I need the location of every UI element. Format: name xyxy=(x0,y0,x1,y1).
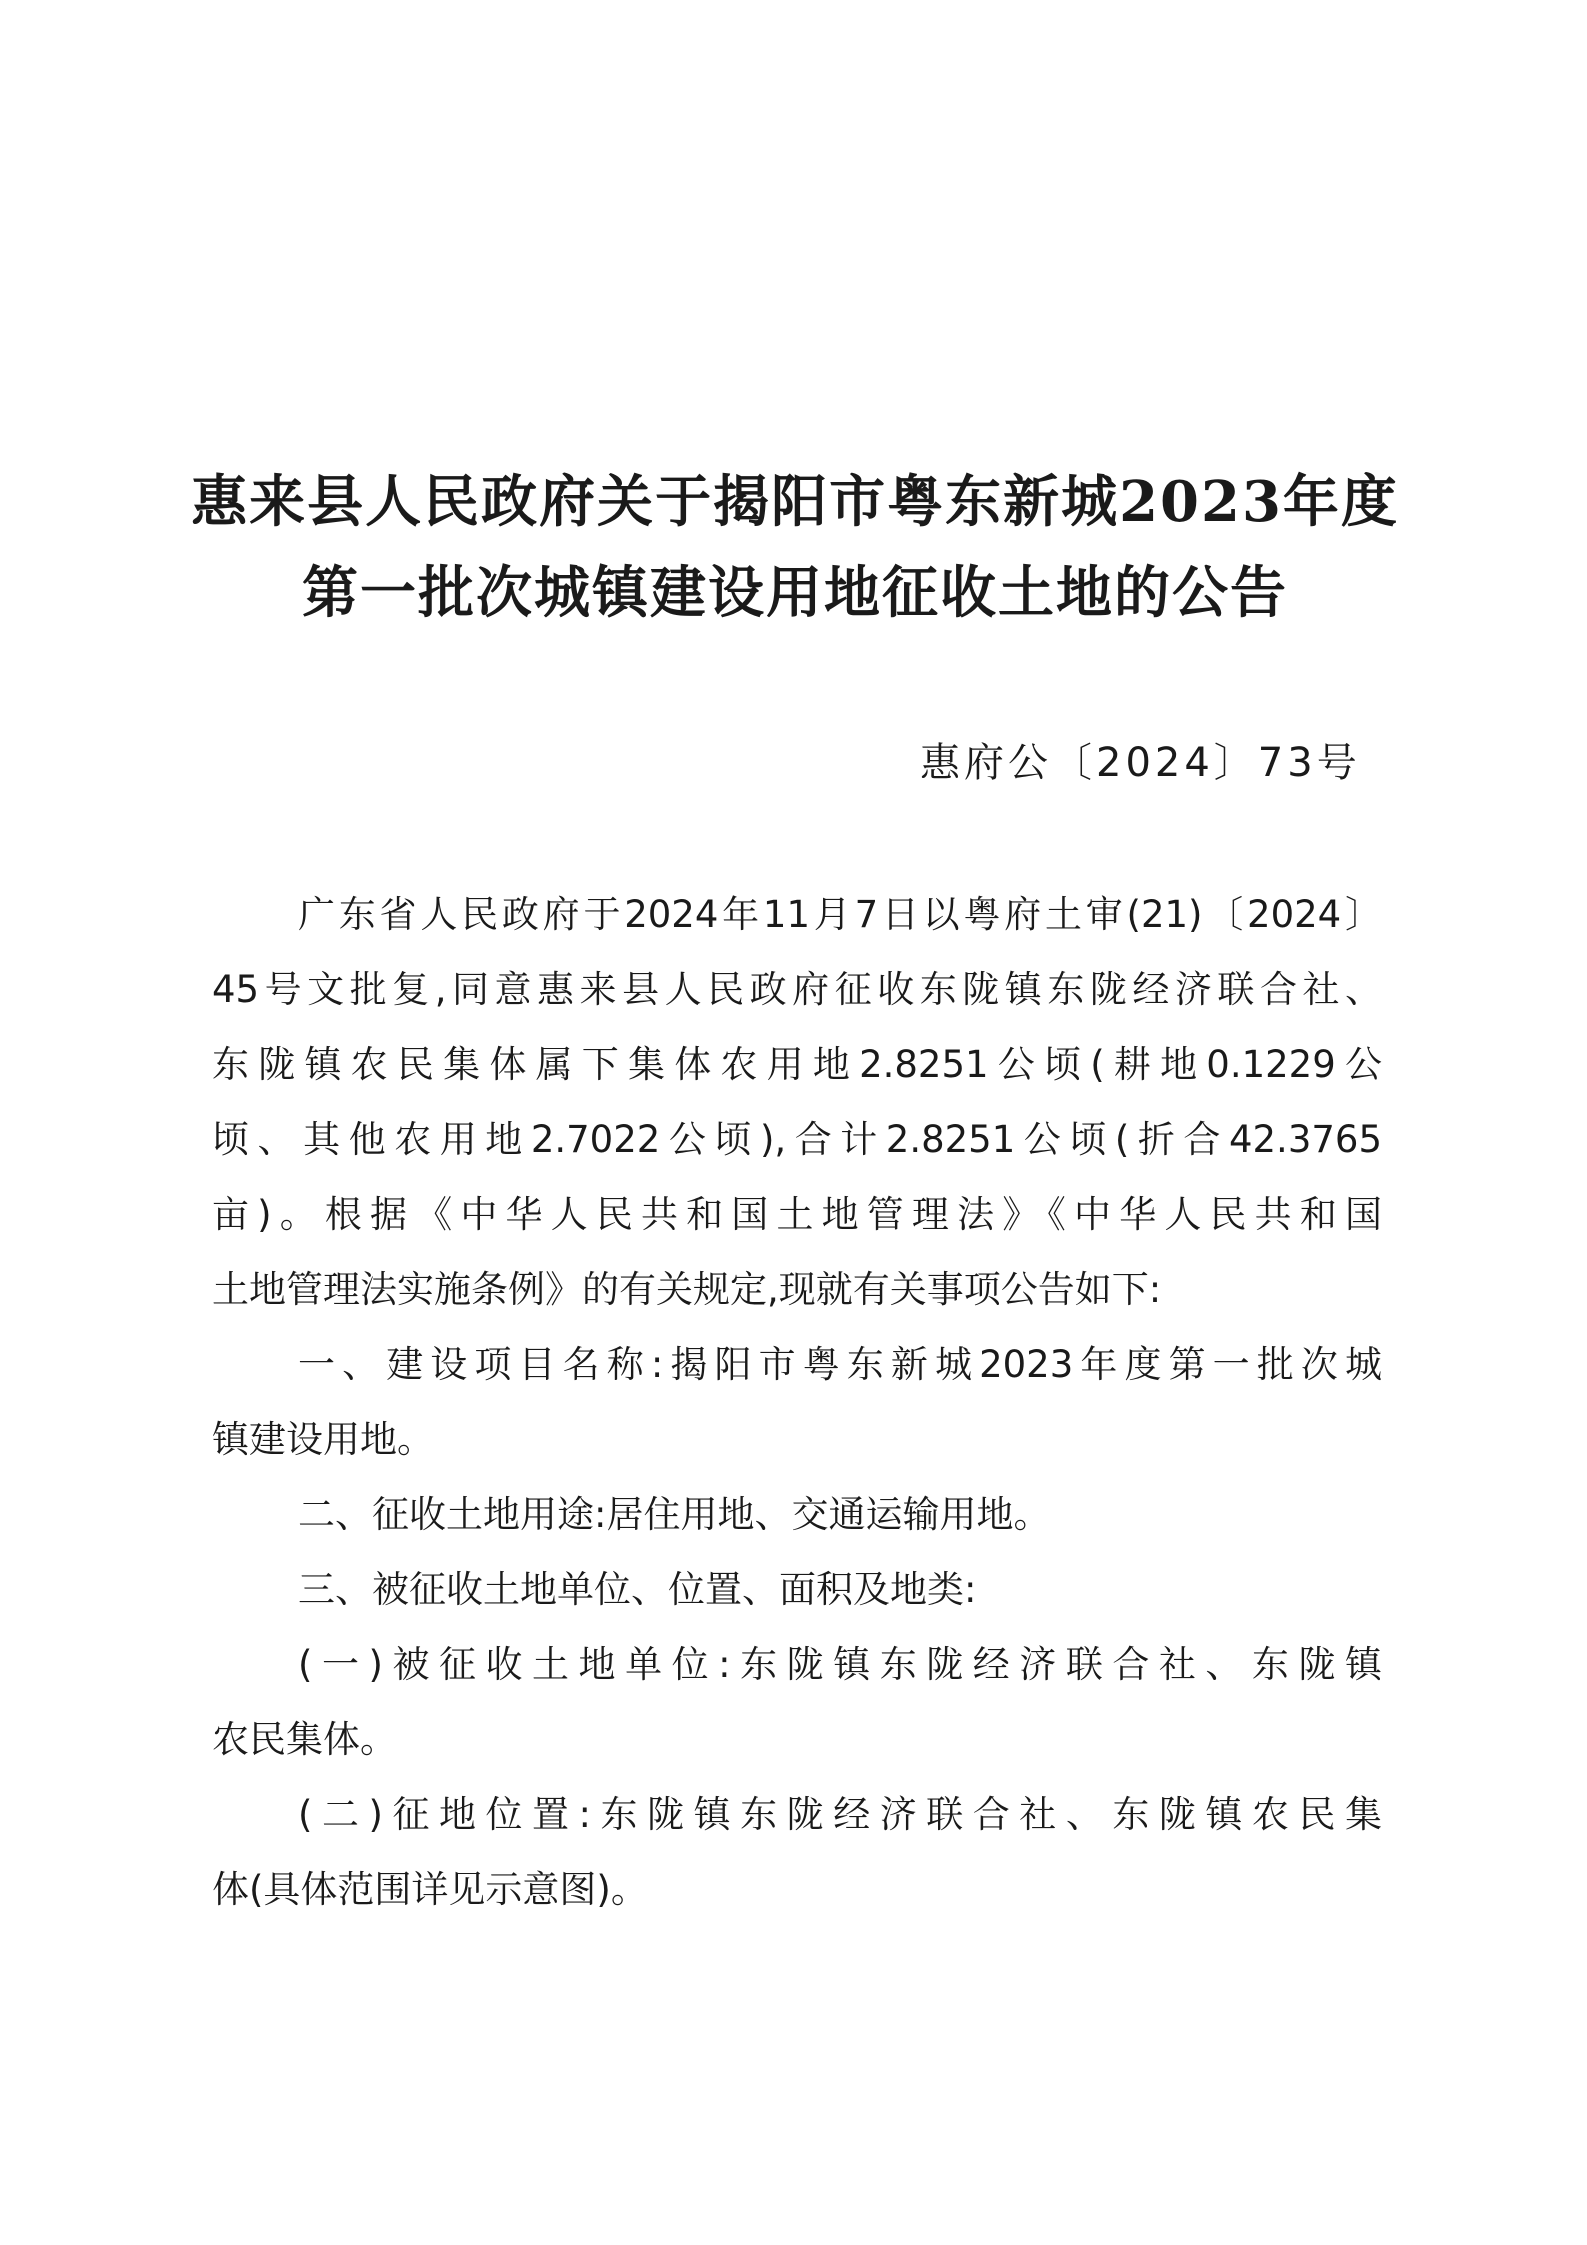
subitem-2-line-1: (二)征地位置:东陇镇东陇经济联合社、东陇镇农民集 xyxy=(298,1793,1382,1836)
announcement-title-line-2: 第一批次城镇建设用地征收土地的公告 xyxy=(302,560,1288,626)
item-1-line-2: 镇建设用地。 xyxy=(212,1418,434,1461)
document-number: 惠府公〔2024〕73号 xyxy=(920,740,1361,786)
paragraph-1-line-1: 广东省人民政府于2024年11月7日以粤府土审(21)〔2024〕 xyxy=(298,893,1382,936)
subitem-2-line-2: 体(具体范围详见示意图)。 xyxy=(212,1868,648,1911)
subitem-1-line-2: 农民集体。 xyxy=(212,1718,397,1761)
announcement-title-line-1: 惠来县人民政府关于揭阳市粤东新城2023年度 xyxy=(191,469,1399,535)
paragraph-1-line-4: 顷、其他农用地2.7022公顷),合计2.8251公顷(折合42.3765 xyxy=(212,1118,1382,1161)
paragraph-1-line-3: 东陇镇农民集体属下集体农用地2.8251公顷(耕地0.1229公 xyxy=(212,1043,1382,1086)
item-3: 三、被征收土地单位、位置、面积及地类: xyxy=(298,1568,977,1611)
paragraph-1-line-6: 土地管理法实施条例》的有关规定,现就有关事项公告如下: xyxy=(212,1268,1162,1311)
paragraph-1-line-5: 亩)。根据《中华人民共和国土地管理法》《中华人民共和国 xyxy=(212,1193,1382,1236)
subitem-1-line-1: (一)被征收土地单位:东陇镇东陇经济联合社、东陇镇 xyxy=(298,1643,1382,1686)
paragraph-1-line-2: 45号文批复,同意惠来县人民政府征收东陇镇东陇经济联合社、 xyxy=(212,968,1382,1011)
item-1-line-1: 一、建设项目名称:揭阳市粤东新城2023年度第一批次城 xyxy=(298,1343,1382,1386)
item-2: 二、征收土地用途:居住用地、交通运输用地。 xyxy=(298,1493,1051,1536)
